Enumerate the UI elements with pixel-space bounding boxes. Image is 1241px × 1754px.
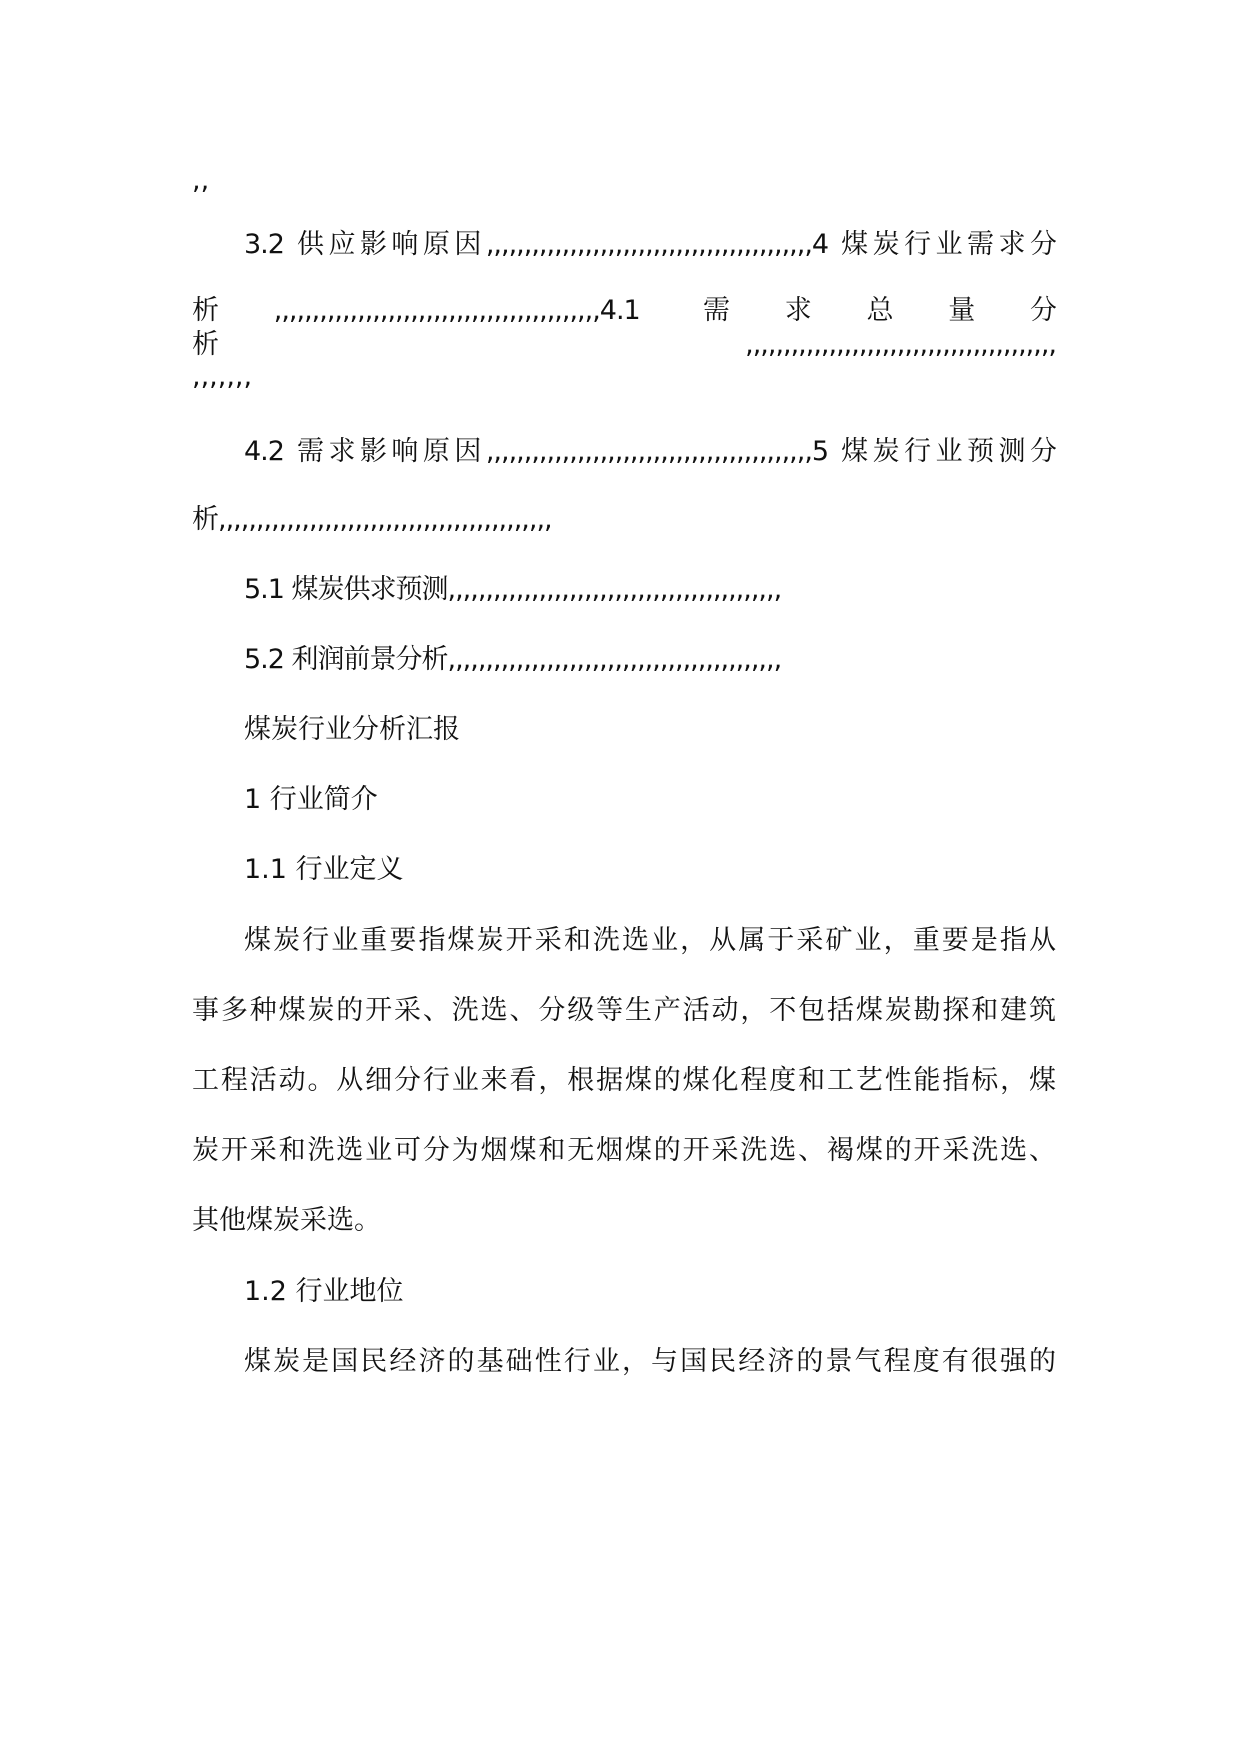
document-title: 煤炭行业分析汇报 (244, 714, 460, 745)
section-heading-1: 1 行业简介 (244, 784, 378, 815)
toc-entry-5-1: 5.1 煤炭供求预测,,,,,,,,,,,,,,,,,,,,,,,,,,,,,,,,,,,,,,,,,,,, (244, 574, 782, 605)
toc-entry-5-2: 5.2 利润前景分析,,,,,,,,,,,,,,,,,,,,,,,,,,,,,,,,,,,,,,,,,,,, (244, 644, 782, 675)
paragraph-line: 煤炭是国民经济的基础性行业，与国民经济的景气程度有很强的 (244, 1346, 1056, 1377)
paragraph-line: 事多种煤炭的开采、洗选、分级等生产活动，不包括煤炭勘探和建筑 (192, 995, 1056, 1026)
toc-continuation: ,, (192, 165, 210, 196)
section-heading-1-2: 1.2 行业地位 (244, 1276, 404, 1307)
toc-continuation: 析,,,,,,,,,,,,,,,,,,,,,,,,,,,,,,,,,,,,,,,,,,,, (192, 504, 552, 535)
toc-entry-4-1: 析,,,,,,,,,,,,,,,,,,,,,,,,,,,,,,,,,,,,,,,,,,,4.1 需求总量分析,,,,,,,,,,,,,,,,,,,,,,,,,,,,,,,,,,,,,,,,, (192, 295, 1056, 360)
toc-entry-3-2: 3.2 供应影响原因,,,,,,,,,,,,,,,,,,,,,,,,,,,,,,,,,,,,,,,,,,,4 煤炭行业需求分 (244, 229, 1056, 260)
toc-entry-4-2: 4.2 需求影响原因,,,,,,,,,,,,,,,,,,,,,,,,,,,,,,,,,,,,,,,,,,,5 煤炭行业预测分 (244, 436, 1056, 467)
paragraph-line: 工程活动。从细分行业来看，根据煤的煤化程度和工艺性能指标，煤 (192, 1065, 1056, 1096)
paragraph-line: 炭开采和洗选业可分为烟煤和无烟煤的开采洗选、褐煤的开采洗选、 (192, 1135, 1056, 1166)
toc-continuation: ,,,,,,, (192, 361, 253, 392)
paragraph-line: 煤炭行业重要指煤炭开采和洗选业，从属于采矿业，重要是指从 (244, 925, 1056, 956)
paragraph-line: 其他煤炭采选。 (192, 1205, 381, 1236)
section-heading-1-1: 1.1 行业定义 (244, 854, 404, 885)
